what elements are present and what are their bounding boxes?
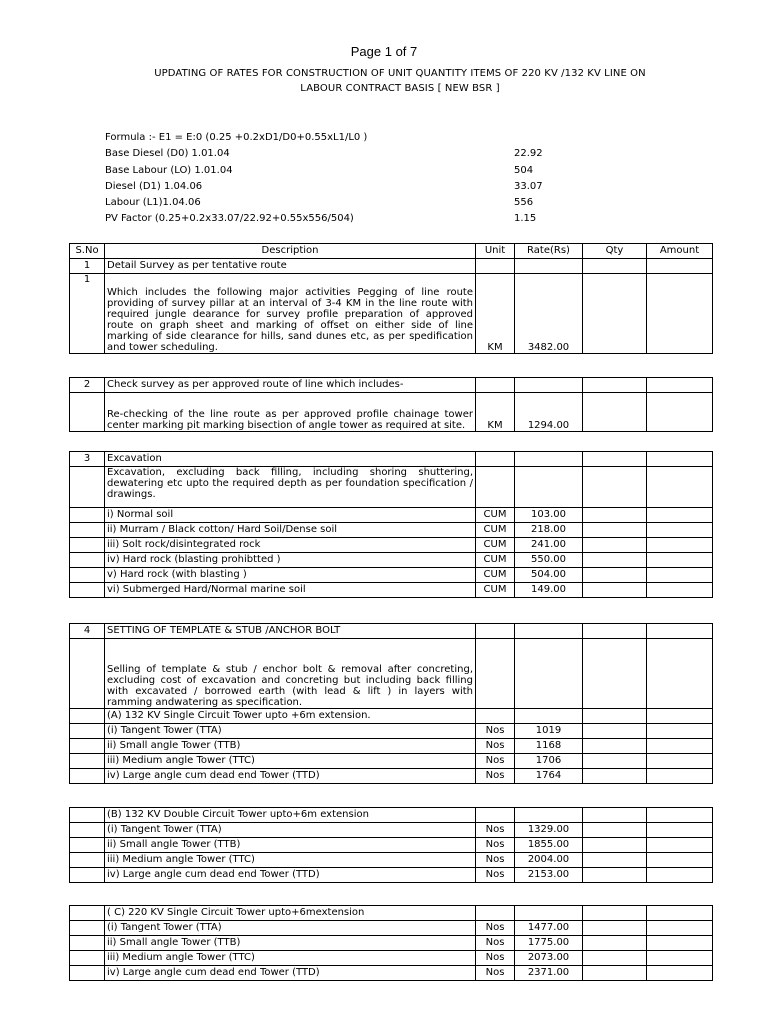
row-amount	[647, 838, 713, 853]
param-label: Formula :- E1 = E:0 (0.25 +0.2xD1/D0+0.55xL1/L0 )	[105, 132, 368, 143]
row-rate: 2073.00	[515, 951, 583, 966]
param-row	[105, 179, 605, 195]
table-row	[70, 583, 713, 598]
row-amount	[647, 523, 713, 538]
row-rate: 2004.00	[515, 853, 583, 868]
row-qty	[583, 523, 647, 538]
row-description: Detail Survey as per tentative route	[105, 259, 476, 274]
row-unit: Nos	[476, 921, 515, 936]
row-rate: 550.00	[515, 553, 583, 568]
param-value: 33.07	[514, 180, 543, 192]
row-description: iv) Large angle cum dead end Tower (TTD)	[105, 966, 476, 981]
row-description: ( C) 220 KV Single Circuit Tower upto+6mextension	[105, 906, 476, 921]
param-value: 504	[514, 164, 534, 176]
row-qty	[583, 838, 647, 853]
row-amount	[647, 553, 713, 568]
row-sno	[70, 724, 105, 739]
row-rate	[515, 709, 583, 724]
row-sno: 4	[70, 624, 105, 639]
row-qty	[583, 553, 647, 568]
row-sno	[70, 906, 105, 921]
row-rate: 2371.00	[515, 966, 583, 981]
row-description: (i) Tangent Tower (TTA)	[105, 921, 476, 936]
row-description: Which includes the following major activities Pegging of line route providing of survey pillar at an interval of 3-4 KM in the line route with required jungle dearance for survey profile preparation of approved route on graph sheet and marking of offset on either side of line marking of side clearance for hills, sand dunes etc, as per spedification and tower scheduling.	[105, 274, 476, 354]
row-unit: CUM	[476, 523, 515, 538]
row-sno	[70, 467, 105, 508]
row-rate: 1706	[515, 754, 583, 769]
row-sno	[70, 808, 105, 823]
row-description: Excavation	[105, 452, 476, 467]
row-amount	[647, 274, 713, 354]
row-amount	[647, 624, 713, 639]
row-rate	[515, 639, 583, 709]
table-row	[70, 452, 713, 467]
row-rate	[515, 259, 583, 274]
row-sno	[70, 823, 105, 838]
row-amount	[647, 951, 713, 966]
row-rate: 504.00	[515, 568, 583, 583]
row-amount	[647, 966, 713, 981]
row-qty	[583, 966, 647, 981]
row-unit: KM	[476, 274, 515, 354]
row-amount	[647, 936, 713, 951]
row-rate: 1477.00	[515, 921, 583, 936]
param-value: 22.92	[514, 148, 543, 160]
row-description: ii) Small angle Tower (TTB)	[105, 739, 476, 754]
table-row	[70, 393, 713, 432]
row-qty	[583, 568, 647, 583]
row-qty	[583, 259, 647, 274]
row-qty	[583, 739, 647, 754]
row-amount	[647, 709, 713, 724]
row-qty	[583, 853, 647, 868]
row-qty	[583, 868, 647, 883]
row-unit	[476, 624, 515, 639]
row-amount	[647, 921, 713, 936]
row-amount	[647, 823, 713, 838]
rates-table-section-2	[69, 377, 713, 432]
row-qty	[583, 274, 647, 354]
row-sno	[70, 868, 105, 883]
table-row	[70, 853, 713, 868]
rates-table-section-4b	[69, 807, 713, 883]
table-row	[70, 523, 713, 538]
table-row	[70, 739, 713, 754]
row-unit	[476, 378, 515, 393]
param-row	[105, 211, 605, 227]
row-description: Re-checking of the line route as per approved profile chainage tower center marking pit marking bisection of angle tower as required at site.	[105, 393, 476, 432]
row-rate: 103.00	[515, 508, 583, 523]
table-row	[70, 274, 713, 354]
row-rate	[515, 378, 583, 393]
row-unit: Nos	[476, 724, 515, 739]
row-sno	[70, 921, 105, 936]
row-description: iii) Medium angle Tower (TTC)	[105, 853, 476, 868]
row-description: (B) 132 KV Double Circuit Tower upto+6m extension	[105, 808, 476, 823]
row-qty	[583, 808, 647, 823]
table-row	[70, 538, 713, 553]
table-row	[70, 568, 713, 583]
formula-parameters	[105, 130, 605, 228]
table-row	[70, 639, 713, 709]
row-amount	[647, 853, 713, 868]
row-sno	[70, 739, 105, 754]
row-description: (A) 132 KV Single Circuit Tower upto +6m extension.	[105, 709, 476, 724]
table-row	[70, 624, 713, 639]
row-rate: 1855.00	[515, 838, 583, 853]
param-label: PV Factor (0.25+0.2x33.07/22.92+0.55x556/504)	[105, 213, 354, 225]
table-row	[70, 838, 713, 853]
row-amount	[647, 583, 713, 598]
row-description: SETTING OF TEMPLATE & STUB /ANCHOR BOLT	[105, 624, 476, 639]
row-unit: Nos	[476, 739, 515, 754]
table-row	[70, 754, 713, 769]
row-unit: Nos	[476, 754, 515, 769]
row-unit: Nos	[476, 838, 515, 853]
row-amount	[647, 393, 713, 432]
table-row	[70, 553, 713, 568]
row-description: iv) Large angle cum dead end Tower (TTD)	[105, 868, 476, 883]
row-amount	[647, 868, 713, 883]
row-sno	[70, 853, 105, 868]
row-sno	[70, 568, 105, 583]
row-sno	[70, 936, 105, 951]
row-amount	[647, 724, 713, 739]
row-amount	[647, 808, 713, 823]
table-row	[70, 709, 713, 724]
header-rate: Rate(Rs)	[515, 244, 583, 259]
table-row	[70, 868, 713, 883]
row-sno	[70, 583, 105, 598]
rates-table-section-4c	[69, 905, 713, 981]
row-amount	[647, 538, 713, 553]
row-qty	[583, 508, 647, 523]
row-amount	[647, 508, 713, 523]
row-sno: 1	[70, 274, 105, 354]
table-header-row	[70, 244, 713, 259]
header-qty: Qty	[583, 244, 647, 259]
row-sno	[70, 393, 105, 432]
row-qty	[583, 769, 647, 784]
row-sno	[70, 508, 105, 523]
row-unit	[476, 808, 515, 823]
row-qty	[583, 754, 647, 769]
table-row	[70, 769, 713, 784]
row-qty	[583, 538, 647, 553]
row-sno	[70, 639, 105, 709]
row-unit: CUM	[476, 568, 515, 583]
row-qty	[583, 951, 647, 966]
row-description: Check survey as per approved route of line which includes-	[105, 378, 476, 393]
row-description: iv) Hard rock (blasting prohibtted )	[105, 553, 476, 568]
table-row	[70, 508, 713, 523]
row-rate: 241.00	[515, 538, 583, 553]
row-qty	[583, 709, 647, 724]
row-rate	[515, 452, 583, 467]
header-unit: Unit	[476, 244, 515, 259]
param-value: 556	[514, 197, 534, 209]
param-label: Labour (L1)1.04.06	[105, 197, 201, 209]
row-sno: 1	[70, 259, 105, 274]
document-title	[120, 66, 680, 96]
param-row	[105, 163, 605, 179]
row-unit	[476, 639, 515, 709]
rates-table-section-4a	[69, 623, 713, 784]
row-qty	[583, 393, 647, 432]
row-rate: 1764	[515, 769, 583, 784]
row-rate: 218.00	[515, 523, 583, 538]
row-amount	[647, 259, 713, 274]
row-sno	[70, 523, 105, 538]
row-rate	[515, 808, 583, 823]
row-unit: CUM	[476, 553, 515, 568]
row-sno	[70, 769, 105, 784]
row-description: vi) Submerged Hard/Normal marine soil	[105, 583, 476, 598]
row-description: iv) Large angle cum dead end Tower (TTD)	[105, 769, 476, 784]
row-description: v) Hard rock (with blasting )	[105, 568, 476, 583]
row-rate	[515, 906, 583, 921]
row-sno	[70, 951, 105, 966]
row-unit: CUM	[476, 583, 515, 598]
row-qty	[583, 467, 647, 508]
row-description: iii) Solt rock/disintegrated rock	[105, 538, 476, 553]
row-description: iii) Medium angle Tower (TTC)	[105, 951, 476, 966]
row-rate: 1329.00	[515, 823, 583, 838]
page-number: Page 1 of 7	[350, 44, 418, 59]
param-row	[105, 195, 605, 211]
row-amount	[647, 769, 713, 784]
row-rate: 1168	[515, 739, 583, 754]
row-qty	[583, 624, 647, 639]
row-unit	[476, 452, 515, 467]
row-unit: Nos	[476, 823, 515, 838]
row-sno	[70, 838, 105, 853]
row-rate: 3482.00	[515, 274, 583, 354]
row-sno: 2	[70, 378, 105, 393]
param-row	[105, 130, 605, 146]
param-value: 1.15	[514, 213, 537, 225]
row-amount	[647, 467, 713, 508]
row-unit	[476, 467, 515, 508]
row-unit: Nos	[476, 769, 515, 784]
table-row	[70, 966, 713, 981]
row-qty	[583, 452, 647, 467]
row-rate: 1294.00	[515, 393, 583, 432]
rates-table-section-3	[69, 451, 713, 598]
row-qty	[583, 724, 647, 739]
rates-table-section-1	[69, 243, 713, 354]
row-qty	[583, 921, 647, 936]
title-line-2: LABOUR CONTRACT BASIS [ NEW BSR ]	[300, 83, 500, 94]
table-row	[70, 823, 713, 838]
row-sno	[70, 709, 105, 724]
row-unit: Nos	[476, 936, 515, 951]
row-unit: CUM	[476, 508, 515, 523]
row-unit	[476, 709, 515, 724]
row-rate: 1019	[515, 724, 583, 739]
row-qty	[583, 639, 647, 709]
header-sno: S.No	[70, 244, 105, 259]
row-unit: KM	[476, 393, 515, 432]
table-row	[70, 378, 713, 393]
row-description: (i) Tangent Tower (TTA)	[105, 823, 476, 838]
param-label: Base Diesel (D0) 1.01.04	[105, 148, 230, 160]
row-amount	[647, 639, 713, 709]
row-unit: CUM	[476, 538, 515, 553]
row-amount	[647, 452, 713, 467]
table-row	[70, 467, 713, 508]
row-unit: Nos	[476, 868, 515, 883]
table-row	[70, 259, 713, 274]
row-sno: 3	[70, 452, 105, 467]
row-amount	[647, 906, 713, 921]
row-qty	[583, 936, 647, 951]
row-unit: Nos	[476, 966, 515, 981]
row-sno	[70, 966, 105, 981]
param-row	[105, 146, 605, 162]
row-description: Excavation, excluding back filling, including shoring shuttering, dewatering etc upto the required depth as per foundation specification / drawings.	[105, 467, 476, 508]
header-description: Description	[105, 244, 476, 259]
row-unit	[476, 906, 515, 921]
row-qty	[583, 906, 647, 921]
row-description: ii) Small angle Tower (TTB)	[105, 936, 476, 951]
row-amount	[647, 739, 713, 754]
row-sno	[70, 754, 105, 769]
table-row	[70, 724, 713, 739]
row-sno	[70, 553, 105, 568]
title-line-1: UPDATING OF RATES FOR CONSTRUCTION OF UNIT QUANTITY ITEMS OF 220 KV /132 KV LINE ON	[154, 68, 646, 79]
row-sno	[70, 538, 105, 553]
row-amount	[647, 378, 713, 393]
row-qty	[583, 583, 647, 598]
row-rate: 1775.00	[515, 936, 583, 951]
table-row	[70, 921, 713, 936]
row-unit	[476, 259, 515, 274]
row-description: (i) Tangent Tower (TTA)	[105, 724, 476, 739]
row-unit: Nos	[476, 951, 515, 966]
row-description: i) Normal soil	[105, 508, 476, 523]
param-label: Base Labour (LO) 1.01.04	[105, 164, 233, 176]
table-row	[70, 808, 713, 823]
table-row	[70, 936, 713, 951]
row-rate	[515, 624, 583, 639]
row-rate	[515, 467, 583, 508]
row-description: iii) Medium angle Tower (TTC)	[105, 754, 476, 769]
row-qty	[583, 378, 647, 393]
row-rate: 149.00	[515, 583, 583, 598]
row-description: ii) Small angle Tower (TTB)	[105, 838, 476, 853]
row-amount	[647, 754, 713, 769]
table-row	[70, 906, 713, 921]
param-label: Diesel (D1) 1.04.06	[105, 180, 203, 192]
table-row	[70, 951, 713, 966]
row-unit: Nos	[476, 853, 515, 868]
header-amount: Amount	[647, 244, 713, 259]
row-amount	[647, 568, 713, 583]
row-description: Selling of template & stub / enchor bolt & removal after concreting, excluding cost of excavation and concreting but including back filling with excavated / borrowed earth (with lead & lift ) in layers with ramming andwatering as specification.	[105, 639, 476, 709]
row-rate: 2153.00	[515, 868, 583, 883]
row-description: ii) Murram / Black cotton/ Hard Soil/Dense soil	[105, 523, 476, 538]
row-qty	[583, 823, 647, 838]
